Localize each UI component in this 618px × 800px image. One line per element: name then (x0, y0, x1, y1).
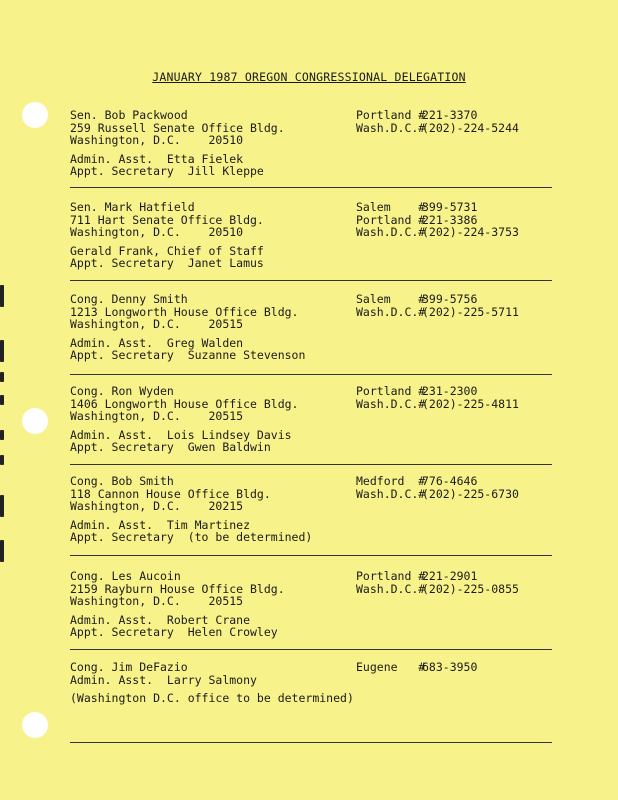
office-address: 2159 Rayburn House Office Bldg. (70, 581, 285, 596)
phone-number: (202)-224-3753 (422, 225, 519, 239)
phone-block (356, 475, 556, 500)
phone-city: Salem # (356, 200, 426, 214)
divider (70, 649, 552, 650)
staff-line: Admin. Asst. Larry Salmony (70, 672, 257, 687)
phone-city: Eugene # (356, 660, 426, 674)
address-block (70, 475, 355, 544)
divider (70, 280, 552, 281)
phone-number: (202)-225-0855 (422, 581, 519, 596)
phone-row (356, 293, 556, 306)
staff-line: Appt. Secretary (to be determined) (70, 530, 313, 544)
phone-city: Portland # (356, 108, 426, 122)
address-block (70, 385, 355, 454)
phone-block (356, 201, 556, 239)
phone-row (356, 475, 556, 488)
phone-row (356, 306, 556, 319)
binder-mark (0, 495, 4, 517)
staff-line: Admin. Asst. Lois Lindsey Davis (70, 427, 292, 442)
address-block (70, 661, 370, 705)
staff-line: Appt. Secretary Gwen Baldwin (70, 440, 271, 454)
delegate-name: Sen. Bob Packwood (70, 108, 188, 122)
phone-number: (202)-224-5244 (422, 120, 519, 135)
staff-line: Appt. Secretary Jill Kleppe (70, 164, 264, 178)
phone-row (356, 570, 556, 583)
staff-line: Appt. Secretary Helen Crowley (70, 625, 278, 639)
delegate-name: Cong. Jim DeFazio (70, 660, 188, 674)
phone-city: Portland # (356, 384, 426, 398)
office-note: (Washington D.C. office to be determined) (70, 691, 354, 705)
phone-number: 399-5731 (422, 200, 478, 214)
phone-row (356, 488, 556, 501)
phone-block (356, 385, 556, 410)
phone-row (356, 385, 556, 398)
binder-mark (0, 340, 4, 362)
phone-number: 221-3386 (422, 212, 478, 227)
phone-block (356, 661, 556, 674)
office-address: 711 Hart Senate Office Bldg. (70, 212, 264, 227)
phone-row (356, 122, 556, 135)
phone-number: 221-2901 (422, 569, 478, 583)
phone-block (356, 570, 556, 595)
punch-hole-middle (22, 408, 48, 434)
delegate-name: Cong. Ron Wyden (70, 384, 174, 398)
staff-line: Admin. Asst. Greg Walden (70, 335, 244, 350)
document-title: JANUARY 1987 OREGON CONGRESSIONAL DELEGATION (152, 70, 466, 84)
phone-number: 683-3950 (422, 660, 478, 674)
delegate-name: Cong. Les Aucoin (70, 569, 181, 583)
city-zip: Washington, D.C. 20515 (70, 409, 244, 423)
phone-number: (202)-225-5711 (422, 304, 519, 319)
address-block (70, 109, 355, 178)
address-block (70, 201, 355, 270)
city-zip: Washington, D.C. 20515 (70, 317, 244, 331)
divider (70, 464, 552, 465)
phone-city: Wash.D.C.# (356, 581, 426, 596)
punch-hole-bottom (22, 712, 48, 738)
phone-city: Wash.D.C.# (356, 120, 426, 135)
phone-block (356, 293, 556, 318)
phone-row (356, 109, 556, 122)
city-zip: Washington, D.C. 20215 (70, 499, 244, 513)
phone-number: 399-5756 (422, 292, 478, 306)
binder-mark (0, 285, 4, 307)
delegate-name: Sen. Mark Hatfield (70, 200, 195, 214)
binder-mark (0, 455, 4, 465)
city-zip: Washington, D.C. 20515 (70, 594, 244, 608)
staff-line: Appt. Secretary Suzanne Stevenson (70, 348, 306, 362)
phone-number: 776-4646 (422, 474, 478, 488)
binder-mark (0, 430, 4, 440)
staff-line: Admin. Asst. Tim Martinez (70, 517, 251, 532)
phone-row (356, 201, 556, 214)
phone-city: Portland # (356, 569, 426, 583)
phone-number: 221-3370 (422, 108, 478, 122)
phone-city: Wash.D.C.# (356, 225, 426, 239)
phone-row (356, 661, 556, 674)
phone-row (356, 583, 556, 596)
city-zip: Washington, D.C. 20510 (70, 225, 244, 239)
office-address: 1213 Longworth House Office Bldg. (70, 304, 299, 319)
city-zip: Washington, D.C. 20510 (70, 133, 244, 147)
staff-line: Gerald Frank, Chief of Staff (70, 243, 264, 258)
office-address: 118 Cannon House Office Bldg. (70, 486, 271, 501)
binder-mark (0, 372, 4, 382)
phone-city: Salem # (356, 292, 426, 306)
staff-line: Appt. Secretary Janet Lamus (70, 256, 264, 270)
phone-block (356, 109, 556, 134)
divider (70, 555, 552, 556)
phone-city: Wash.D.C.# (356, 486, 426, 501)
divider (70, 742, 552, 743)
office-address: 1406 Longworth House Office Bldg. (70, 396, 299, 411)
phone-city: Medford # (356, 474, 426, 488)
staff-line: Admin. Asst. Etta Fielek (70, 151, 244, 166)
address-block (70, 293, 355, 362)
office-address: 259 Russell Senate Office Bldg. (70, 120, 285, 135)
address-block (70, 570, 355, 639)
phone-number: 231-2300 (422, 384, 478, 398)
phone-number: (202)-225-6730 (422, 486, 519, 501)
binder-mark (0, 540, 4, 562)
phone-row (356, 226, 556, 239)
phone-city: Wash.D.C.# (356, 304, 426, 319)
punch-hole-top (22, 102, 48, 128)
phone-row (356, 398, 556, 411)
binder-mark (0, 395, 4, 405)
phone-city: Portland # (356, 212, 426, 227)
divider (70, 374, 552, 375)
phone-number: (202)-225-4811 (422, 396, 519, 411)
delegate-name: Cong. Bob Smith (70, 474, 174, 488)
delegate-name: Cong. Denny Smith (70, 292, 188, 306)
divider (70, 187, 552, 188)
phone-city: Wash.D.C.# (356, 396, 426, 411)
staff-line: Admin. Asst. Robert Crane (70, 612, 251, 627)
